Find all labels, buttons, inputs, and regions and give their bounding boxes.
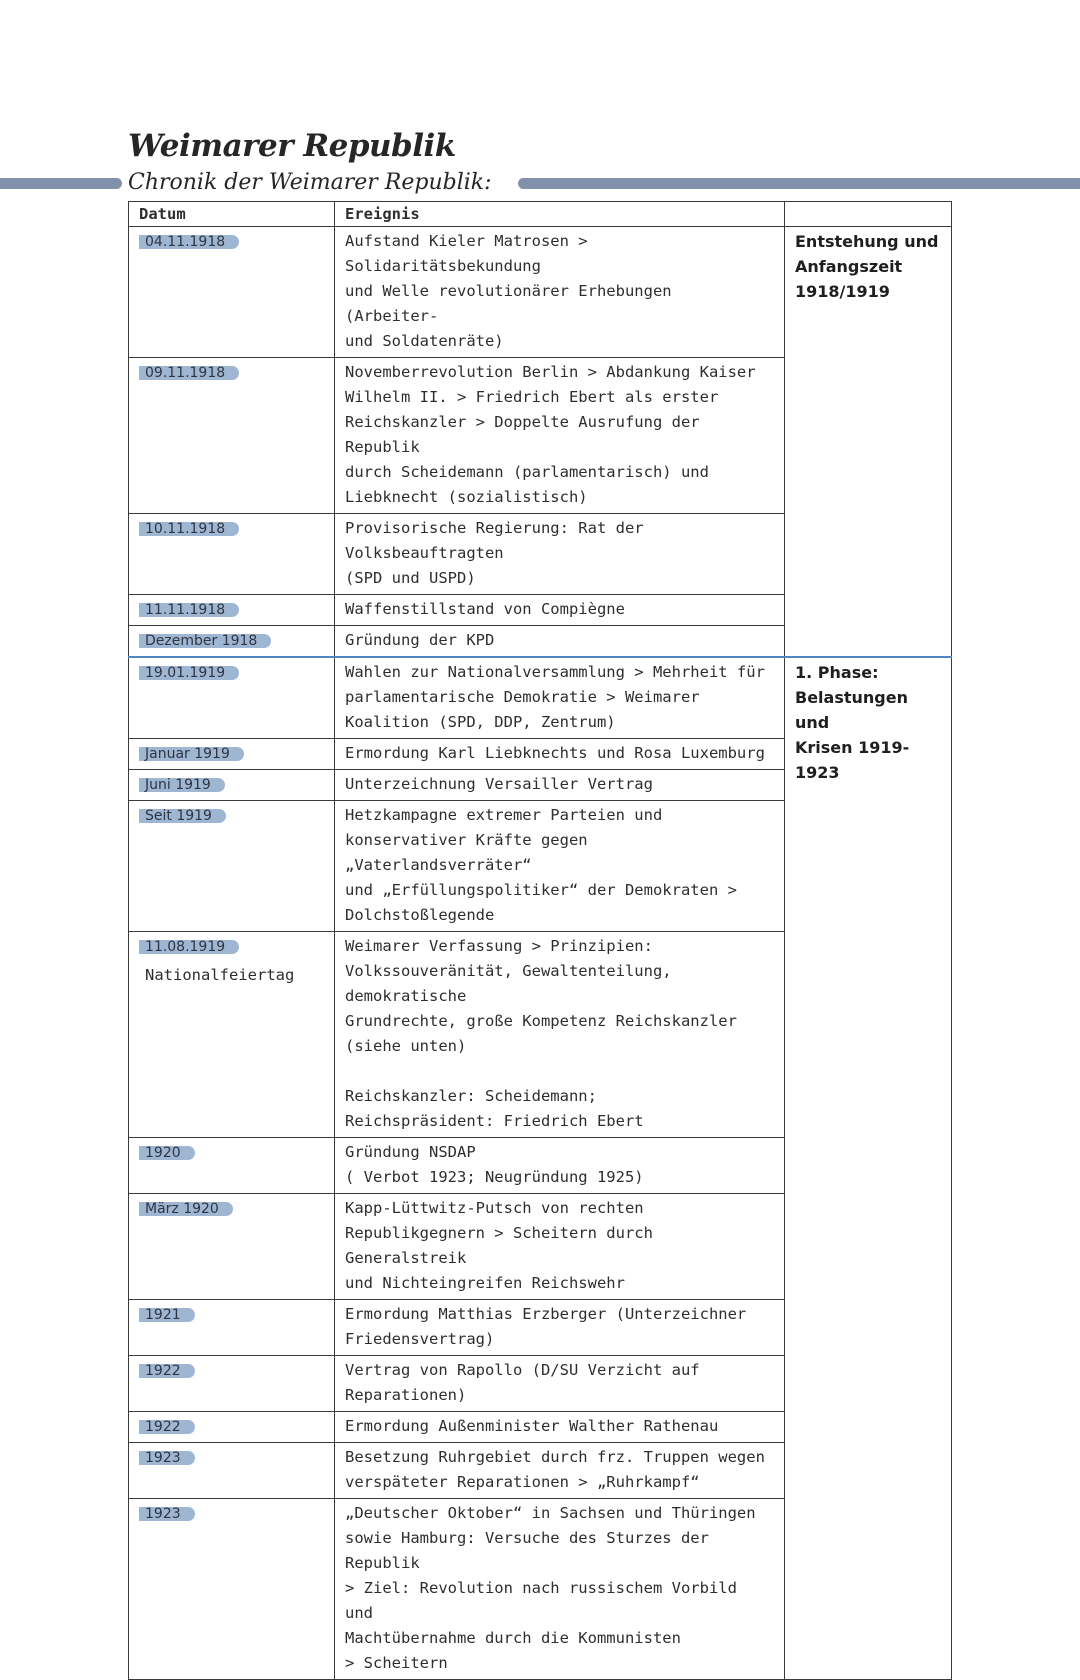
date-cell [129,801,335,932]
date-highlight: 09.11.1918 [139,366,239,380]
date-highlight: 10.11.1918 [139,522,239,536]
date-cell [129,1300,335,1356]
chronicle-table [128,201,952,1680]
page-subtitle: Chronik der Weimarer Republik: [128,170,492,195]
date-cell [129,514,335,595]
event-cell: Gründung NSDAP ( Verbot 1923; Neugründung 1925) [335,1138,785,1194]
date-highlight: 11.08.1919 [139,940,239,954]
date-highlight: 1920 [139,1146,195,1160]
phase-cell: Entstehung und Anfangszeit 1918/1919 [785,227,952,658]
date-highlight: 04.11.1918 [139,235,239,249]
page-title: Weimarer Republik [128,128,456,164]
header-date: Datum [129,202,335,227]
date-cell [129,595,335,626]
date-cell [129,657,335,739]
header-event: Ereignis [335,202,785,227]
event-cell: Ermordung Außenminister Walther Rathenau [335,1412,785,1443]
event-cell: Aufstand Kieler Matrosen > Solidaritätsbekundung und Welle revolutionärer Erhebungen (Arbeiter- und Soldatenräte) [335,227,785,358]
table-header-row [129,202,952,227]
date-cell [129,1138,335,1194]
date-highlight: 1923 [139,1507,195,1521]
event-cell: Ermordung Karl Liebknechts und Rosa Luxemburg [335,739,785,770]
event-cell: „Deutscher Oktober“ in Sachsen und Thüringen sowie Hamburg: Versuche des Sturzes der Republik > Ziel: Revolution nach russischem Vorbild und Machtübernahme durch die Kommunisten > Scheitern [335,1499,785,1680]
table-row [129,657,952,739]
phase-cell: 1. Phase: Belastungen und Krisen 1919-1923 [785,657,952,1680]
date-highlight: Januar 1919 [139,747,244,761]
date-highlight: 1923 [139,1451,195,1465]
date-highlight: Dezember 1918 [139,634,271,648]
header-phase [785,202,952,227]
event-cell: Provisorische Regierung: Rat der Volksbeauftragten (SPD und USPD) [335,514,785,595]
date-cell [129,932,335,1138]
event-cell: Kapp-Lüttwitz-Putsch von rechten Republikgegnern > Scheitern durch Generalstreik und Nichteingreifen Reichswehr [335,1194,785,1300]
date-cell [129,1443,335,1499]
date-cell [129,358,335,514]
event-cell: Ermordung Matthias Erzberger (Unterzeichner Friedensvertrag) [335,1300,785,1356]
date-highlight: 19.01.1919 [139,666,239,680]
event-cell: Hetzkampagne extremer Parteien und konservativer Kräfte gegen „Vaterlandsverräter“ und „Erfüllungspolitiker“ der Demokraten > Dolchstoßlegende [335,801,785,932]
date-cell [129,770,335,801]
event-cell: Gründung der KPD [335,626,785,658]
date-highlight: Juni 1919 [139,778,225,792]
date-highlight: 1922 [139,1420,195,1434]
date-highlight: März 1920 [139,1202,233,1216]
date-cell [129,739,335,770]
decorative-bar-right [518,178,1080,189]
event-cell: Besetzung Ruhrgebiet durch frz. Truppen wegen verspäteter Reparationen > „Ruhrkampf“ [335,1443,785,1499]
date-cell [129,1412,335,1443]
decorative-bar-left [0,178,122,189]
date-highlight: 1921 [139,1308,195,1322]
date-cell [129,227,335,358]
date-note: Nationalfeiertag [145,966,295,984]
table-row [129,227,952,358]
date-highlight: Seit 1919 [139,809,226,823]
event-cell: Novemberrevolution Berlin > Abdankung Kaiser Wilhelm II. > Friedrich Ebert als erster Reichskanzler > Doppelte Ausrufung der Republik durch Scheidemann (parlamentarisch) und Liebknecht (sozialistisch) [335,358,785,514]
subtitle-row [0,170,1080,200]
event-cell: Vertrag von Rapollo (D/SU Verzicht auf Reparationen) [335,1356,785,1412]
date-cell [129,1194,335,1300]
event-cell: Waffenstillstand von Compiègne [335,595,785,626]
date-highlight: 1922 [139,1364,195,1378]
event-cell: Weimarer Verfassung > Prinzipien: Volkssouveränität, Gewaltenteilung, demokratische Grundrechte, große Kompetenz Reichskanzler (siehe unten) Reichskanzler: Scheidemann; Reichspräsident: Friedrich Ebert [335,932,785,1138]
date-highlight: 11.11.1918 [139,603,239,617]
date-cell [129,1499,335,1680]
date-cell [129,1356,335,1412]
date-cell [129,626,335,658]
event-cell: Unterzeichnung Versailler Vertrag [335,770,785,801]
event-cell: Wahlen zur Nationalversammlung > Mehrheit für parlamentarische Demokratie > Weimarer Koalition (SPD, DDP, Zentrum) [335,657,785,739]
